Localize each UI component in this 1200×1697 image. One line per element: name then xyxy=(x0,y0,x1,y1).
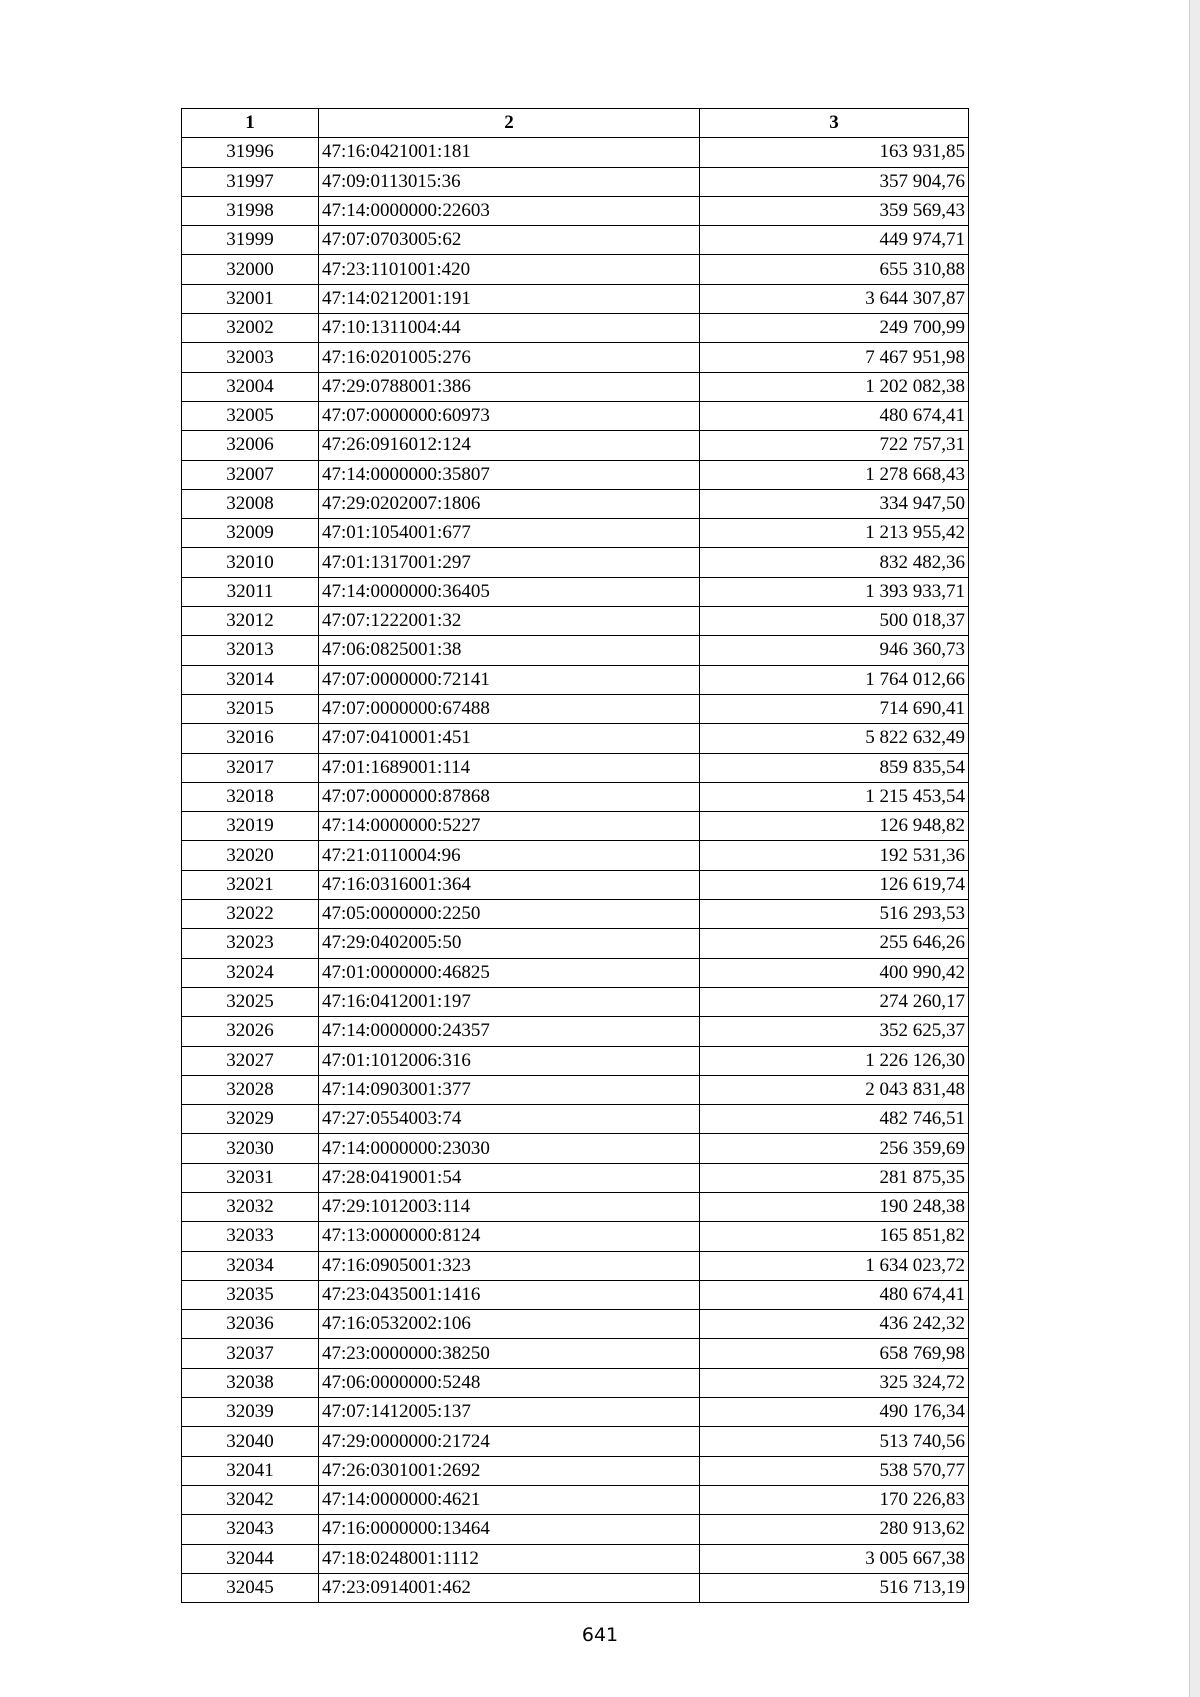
value-cell: 1 215 453,54 xyxy=(700,782,969,811)
value-cell: 352 625,37 xyxy=(700,1017,969,1046)
row-number-cell: 32042 xyxy=(182,1485,319,1514)
table-row xyxy=(182,1427,969,1456)
row-number-cell: 32032 xyxy=(182,1192,319,1221)
value-cell: 516 713,19 xyxy=(700,1573,969,1602)
cadastral-number-cell: 47:06:0000000:5248 xyxy=(319,1368,700,1397)
row-number-cell: 31997 xyxy=(182,167,319,196)
table-row xyxy=(182,138,969,167)
value-cell: 513 740,56 xyxy=(700,1427,969,1456)
cadastral-number-cell: 47:09:0113015:36 xyxy=(319,167,700,196)
table-row xyxy=(182,1192,969,1221)
row-number-cell: 32036 xyxy=(182,1310,319,1339)
value-cell: 255 646,26 xyxy=(700,929,969,958)
row-number-cell: 32020 xyxy=(182,841,319,870)
row-number-cell: 32015 xyxy=(182,694,319,723)
value-cell: 7 467 951,98 xyxy=(700,343,969,372)
table-row xyxy=(182,1456,969,1485)
table-row xyxy=(182,1368,969,1397)
cadastral-number-cell: 47:18:0248001:1112 xyxy=(319,1544,700,1573)
table-row xyxy=(182,1280,969,1309)
table-row xyxy=(182,636,969,665)
row-number-cell: 32033 xyxy=(182,1222,319,1251)
table-row xyxy=(182,1573,969,1602)
cadastral-number-cell: 47:29:0202007:1806 xyxy=(319,489,700,518)
row-number-cell: 32004 xyxy=(182,372,319,401)
table-row xyxy=(182,196,969,225)
cadastral-number-cell: 47:16:0532002:106 xyxy=(319,1310,700,1339)
value-cell: 400 990,42 xyxy=(700,958,969,987)
value-cell: 655 310,88 xyxy=(700,255,969,284)
value-cell: 192 531,36 xyxy=(700,841,969,870)
value-cell: 658 769,98 xyxy=(700,1339,969,1368)
row-number-cell: 32038 xyxy=(182,1368,319,1397)
cadastral-number-cell: 47:16:0905001:323 xyxy=(319,1251,700,1280)
table-row xyxy=(182,1339,969,1368)
table-row xyxy=(182,1515,969,1544)
value-cell: 946 360,73 xyxy=(700,636,969,665)
cadastral-number-cell: 47:14:0000000:23030 xyxy=(319,1134,700,1163)
table-row xyxy=(182,694,969,723)
cadastral-number-cell: 47:21:0110004:96 xyxy=(319,841,700,870)
column-header-2: 2 xyxy=(319,109,700,138)
table-row xyxy=(182,1075,969,1104)
cadastral-number-cell: 47:13:0000000:8124 xyxy=(319,1222,700,1251)
row-number-cell: 32035 xyxy=(182,1280,319,1309)
cadastral-number-cell: 47:07:1222001:32 xyxy=(319,607,700,636)
row-number-cell: 32026 xyxy=(182,1017,319,1046)
table-row xyxy=(182,607,969,636)
table-row xyxy=(182,1134,969,1163)
value-cell: 449 974,71 xyxy=(700,226,969,255)
row-number-cell: 32040 xyxy=(182,1427,319,1456)
value-cell: 256 359,69 xyxy=(700,1134,969,1163)
table-row xyxy=(182,1163,969,1192)
value-cell: 1 764 012,66 xyxy=(700,665,969,694)
table-body xyxy=(182,138,969,1603)
value-cell: 3 644 307,87 xyxy=(700,284,969,313)
table-row xyxy=(182,255,969,284)
value-cell: 1 213 955,42 xyxy=(700,519,969,548)
row-number-cell: 32019 xyxy=(182,812,319,841)
table-row xyxy=(182,1310,969,1339)
value-cell: 249 700,99 xyxy=(700,314,969,343)
cadastral-number-cell: 47:05:0000000:2250 xyxy=(319,900,700,929)
table-row xyxy=(182,343,969,372)
cadastral-number-cell: 47:27:0554003:74 xyxy=(319,1105,700,1134)
row-number-cell: 32031 xyxy=(182,1163,319,1192)
row-number-cell: 32034 xyxy=(182,1251,319,1280)
value-cell: 165 851,82 xyxy=(700,1222,969,1251)
cadastral-number-cell: 47:23:0000000:38250 xyxy=(319,1339,700,1368)
cadastral-number-cell: 47:07:0000000:60973 xyxy=(319,401,700,430)
cadastral-number-cell: 47:14:0000000:22603 xyxy=(319,196,700,225)
row-number-cell: 32024 xyxy=(182,958,319,987)
value-cell: 482 746,51 xyxy=(700,1105,969,1134)
value-cell: 832 482,36 xyxy=(700,548,969,577)
value-cell: 500 018,37 xyxy=(700,607,969,636)
table-row xyxy=(182,167,969,196)
table-row xyxy=(182,929,969,958)
value-cell: 538 570,77 xyxy=(700,1456,969,1485)
table-row xyxy=(182,284,969,313)
cadastral-number-cell: 47:01:1054001:677 xyxy=(319,519,700,548)
table-row xyxy=(182,548,969,577)
cadastral-number-cell: 47:07:1412005:137 xyxy=(319,1398,700,1427)
cadastral-number-cell: 47:10:1311004:44 xyxy=(319,314,700,343)
value-cell: 714 690,41 xyxy=(700,694,969,723)
value-cell: 1 634 023,72 xyxy=(700,1251,969,1280)
page-number: 641 xyxy=(581,1624,619,1646)
table-row xyxy=(182,1485,969,1514)
value-cell: 1 202 082,38 xyxy=(700,372,969,401)
value-cell: 357 904,76 xyxy=(700,167,969,196)
cadastral-number-cell: 47:01:1689001:114 xyxy=(319,753,700,782)
cadastral-number-cell: 47:07:0000000:72141 xyxy=(319,665,700,694)
table-row xyxy=(182,401,969,430)
value-cell: 1 393 933,71 xyxy=(700,577,969,606)
cadastral-number-cell: 47:07:0000000:87868 xyxy=(319,782,700,811)
row-number-cell: 32006 xyxy=(182,431,319,460)
row-number-cell: 32000 xyxy=(182,255,319,284)
row-number-cell: 32002 xyxy=(182,314,319,343)
value-cell: 480 674,41 xyxy=(700,401,969,430)
row-number-cell: 32010 xyxy=(182,548,319,577)
cadastral-number-cell: 47:14:0000000:36405 xyxy=(319,577,700,606)
row-number-cell: 32005 xyxy=(182,401,319,430)
value-cell: 190 248,38 xyxy=(700,1192,969,1221)
table-row xyxy=(182,1105,969,1134)
cadastral-number-cell: 47:14:0903001:377 xyxy=(319,1075,700,1104)
cadastral-number-cell: 47:28:0419001:54 xyxy=(319,1163,700,1192)
row-number-cell: 32007 xyxy=(182,460,319,489)
row-number-cell: 32037 xyxy=(182,1339,319,1368)
page-edge-strip xyxy=(1189,0,1200,1697)
value-cell: 334 947,50 xyxy=(700,489,969,518)
value-cell: 480 674,41 xyxy=(700,1280,969,1309)
table-row xyxy=(182,1046,969,1075)
table-row xyxy=(182,665,969,694)
value-cell: 2 043 831,48 xyxy=(700,1075,969,1104)
value-cell: 1 278 668,43 xyxy=(700,460,969,489)
row-number-cell: 32013 xyxy=(182,636,319,665)
value-cell: 5 822 632,49 xyxy=(700,724,969,753)
cadastral-number-cell: 47:01:1317001:297 xyxy=(319,548,700,577)
cadastral-number-cell: 47:29:1012003:114 xyxy=(319,1192,700,1221)
cadastral-number-cell: 47:14:0212001:191 xyxy=(319,284,700,313)
table-row xyxy=(182,519,969,548)
cadastral-value-table xyxy=(181,108,969,1603)
table-row xyxy=(182,870,969,899)
cadastral-number-cell: 47:01:1012006:316 xyxy=(319,1046,700,1075)
value-cell: 126 619,74 xyxy=(700,870,969,899)
cadastral-number-cell: 47:26:0916012:124 xyxy=(319,431,700,460)
cadastral-number-cell: 47:14:0000000:5227 xyxy=(319,812,700,841)
table-row xyxy=(182,724,969,753)
table-row xyxy=(182,1251,969,1280)
row-number-cell: 32030 xyxy=(182,1134,319,1163)
table-row xyxy=(182,1544,969,1573)
row-number-cell: 32039 xyxy=(182,1398,319,1427)
table-row xyxy=(182,753,969,782)
value-cell: 126 948,82 xyxy=(700,812,969,841)
row-number-cell: 32001 xyxy=(182,284,319,313)
row-number-cell: 32003 xyxy=(182,343,319,372)
row-number-cell: 32022 xyxy=(182,900,319,929)
table-row xyxy=(182,226,969,255)
row-number-cell: 32027 xyxy=(182,1046,319,1075)
table-row xyxy=(182,460,969,489)
table-row xyxy=(182,1017,969,1046)
value-cell: 274 260,17 xyxy=(700,987,969,1016)
table-row xyxy=(182,372,969,401)
row-number-cell: 32029 xyxy=(182,1105,319,1134)
row-number-cell: 32041 xyxy=(182,1456,319,1485)
cadastral-number-cell: 47:14:0000000:4621 xyxy=(319,1485,700,1514)
cadastral-number-cell: 47:26:0301001:2692 xyxy=(319,1456,700,1485)
value-cell: 280 913,62 xyxy=(700,1515,969,1544)
row-number-cell: 32028 xyxy=(182,1075,319,1104)
table-row xyxy=(182,431,969,460)
column-header-3: 3 xyxy=(700,109,969,138)
cadastral-number-cell: 47:29:0402005:50 xyxy=(319,929,700,958)
value-cell: 359 569,43 xyxy=(700,196,969,225)
row-number-cell: 32016 xyxy=(182,724,319,753)
row-number-cell: 32012 xyxy=(182,607,319,636)
cadastral-number-cell: 47:07:0410001:451 xyxy=(319,724,700,753)
table-row xyxy=(182,782,969,811)
row-number-cell: 32011 xyxy=(182,577,319,606)
value-cell: 490 176,34 xyxy=(700,1398,969,1427)
cadastral-number-cell: 47:01:0000000:46825 xyxy=(319,958,700,987)
row-number-cell: 32008 xyxy=(182,489,319,518)
cadastral-number-cell: 47:29:0000000:21724 xyxy=(319,1427,700,1456)
value-cell: 3 005 667,38 xyxy=(700,1544,969,1573)
cadastral-number-cell: 47:16:0201005:276 xyxy=(319,343,700,372)
cadastral-number-cell: 47:29:0788001:386 xyxy=(319,372,700,401)
cadastral-number-cell: 47:16:0316001:364 xyxy=(319,870,700,899)
cadastral-number-cell: 47:14:0000000:35807 xyxy=(319,460,700,489)
value-cell: 516 293,53 xyxy=(700,900,969,929)
row-number-cell: 32023 xyxy=(182,929,319,958)
table-row xyxy=(182,1222,969,1251)
value-cell: 722 757,31 xyxy=(700,431,969,460)
column-header-1: 1 xyxy=(182,109,319,138)
value-cell: 325 324,72 xyxy=(700,1368,969,1397)
table-row xyxy=(182,812,969,841)
value-cell: 170 226,83 xyxy=(700,1485,969,1514)
row-number-cell: 32018 xyxy=(182,782,319,811)
row-number-cell: 32044 xyxy=(182,1544,319,1573)
table-row xyxy=(182,314,969,343)
row-number-cell: 32025 xyxy=(182,987,319,1016)
value-cell: 1 226 126,30 xyxy=(700,1046,969,1075)
cadastral-number-cell: 47:06:0825001:38 xyxy=(319,636,700,665)
cadastral-number-cell: 47:23:1101001:420 xyxy=(319,255,700,284)
row-number-cell: 31999 xyxy=(182,226,319,255)
table-row xyxy=(182,900,969,929)
table-row xyxy=(182,958,969,987)
row-number-cell: 32043 xyxy=(182,1515,319,1544)
row-number-cell: 32017 xyxy=(182,753,319,782)
row-number-cell: 32021 xyxy=(182,870,319,899)
value-cell: 859 835,54 xyxy=(700,753,969,782)
value-cell: 163 931,85 xyxy=(700,138,969,167)
value-cell: 436 242,32 xyxy=(700,1310,969,1339)
cadastral-number-cell: 47:07:0703005:62 xyxy=(319,226,700,255)
row-number-cell: 31998 xyxy=(182,196,319,225)
row-number-cell: 32014 xyxy=(182,665,319,694)
row-number-cell: 32045 xyxy=(182,1573,319,1602)
table-row xyxy=(182,841,969,870)
table-header-row xyxy=(182,109,969,138)
table-row xyxy=(182,577,969,606)
cadastral-number-cell: 47:14:0000000:24357 xyxy=(319,1017,700,1046)
row-number-cell: 31996 xyxy=(182,138,319,167)
cadastral-number-cell: 47:16:0000000:13464 xyxy=(319,1515,700,1544)
cadastral-number-cell: 47:16:0412001:197 xyxy=(319,987,700,1016)
table-row xyxy=(182,987,969,1016)
cadastral-number-cell: 47:16:0421001:181 xyxy=(319,138,700,167)
row-number-cell: 32009 xyxy=(182,519,319,548)
table-row xyxy=(182,489,969,518)
table-row xyxy=(182,1398,969,1427)
cadastral-number-cell: 47:23:0914001:462 xyxy=(319,1573,700,1602)
cadastral-number-cell: 47:07:0000000:67488 xyxy=(319,694,700,723)
value-cell: 281 875,35 xyxy=(700,1163,969,1192)
cadastral-number-cell: 47:23:0435001:1416 xyxy=(319,1280,700,1309)
